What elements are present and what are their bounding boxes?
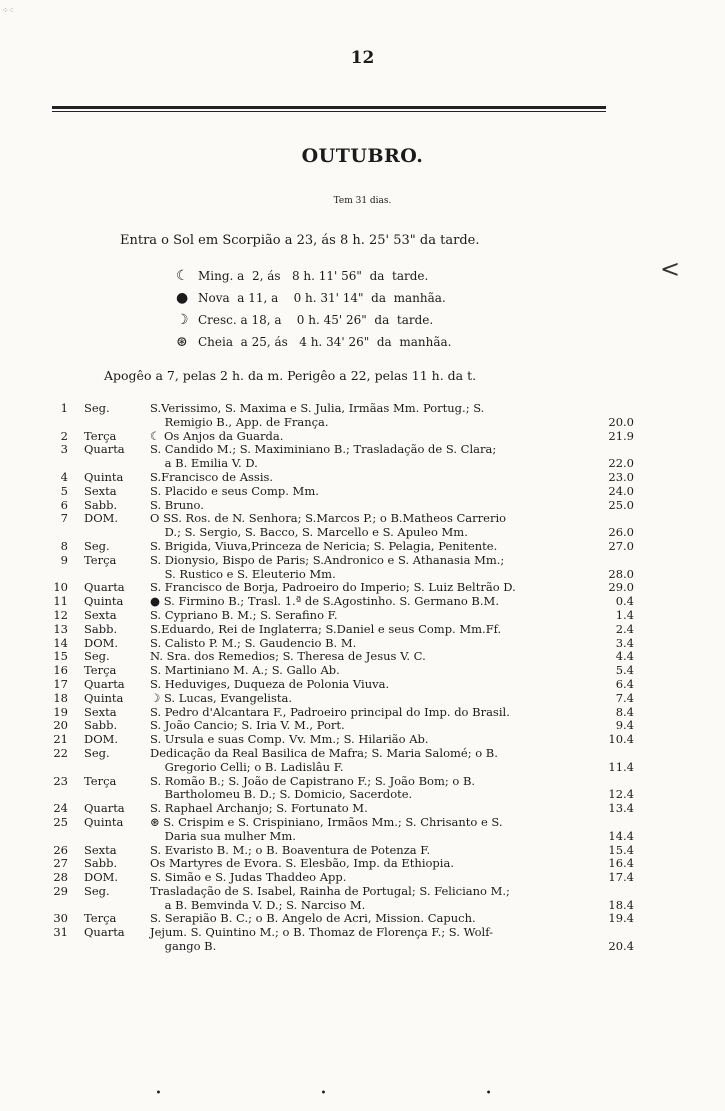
moon-phase-row	[176, 331, 451, 353]
weekday-name: Quarta	[84, 442, 125, 457]
moon-age-value: 14.4	[608, 828, 634, 843]
day-row	[0, 816, 725, 844]
moon-age-value: 27.0	[608, 538, 634, 553]
saints-text	[150, 402, 580, 430]
saints-line: S. Pedro d'Alcantara F., Padroeiro principal do Imp. do Brasil.	[150, 704, 510, 719]
weekday-name: Quarta	[84, 801, 125, 816]
weekday-name: Seg.	[84, 401, 110, 415]
saints-text	[150, 706, 580, 720]
saints-line: S.Francisco de Assis.	[150, 469, 274, 484]
weekday-name: Terça	[84, 773, 117, 788]
saints-line: S. Brigida, Viuva,Princeza de Nericia; S. Pelagia, Penitente.	[150, 538, 498, 553]
saints-text	[150, 719, 580, 733]
weekday-name: Quarta	[84, 925, 125, 940]
day-number: 14	[53, 635, 68, 650]
weekday-name: Quarta	[84, 676, 125, 691]
saints-line: Jejum. S. Quintino M.; o B. Thomaz de Florença F.; S. Wolf-	[150, 925, 493, 940]
saints-line: Dedicação da Real Basilica de Mafra; S. Maria Salomé; o B.	[150, 745, 498, 760]
saints-line: gango B.	[150, 939, 217, 954]
moon-age-value: 2.4	[615, 621, 634, 636]
saints-line: ☾ Os Anjos da Guarda.	[150, 428, 284, 443]
day-row	[0, 443, 725, 471]
day-row	[0, 926, 725, 954]
weekday-name: DOM.	[84, 732, 119, 747]
day-number: 3	[60, 442, 68, 457]
saints-text	[150, 595, 580, 609]
saints-text	[150, 637, 580, 651]
day-number: 17	[53, 676, 68, 691]
day-number: 23	[53, 773, 68, 788]
saints-line: Remigio B., App. de França.	[150, 414, 329, 429]
day-row	[0, 706, 725, 720]
saints-line: ● S. Firmino B.; Trasl. 1.ª de S.Agostinho. S. Germano B.M.	[150, 594, 499, 609]
moon-phase-row	[176, 309, 451, 331]
saints-line: S. Romão B.; S. João de Capistrano F.; S. João Bom; o B.	[150, 773, 476, 788]
weekday-name: Seg.	[84, 649, 110, 664]
full-moon-icon: ⊛	[176, 334, 188, 350]
last-quarter-moon-icon: ☾	[176, 268, 189, 284]
day-row	[0, 499, 725, 513]
day-row	[0, 402, 725, 430]
saints-line: S. João Cancio; S. Iria V. M., Port.	[150, 718, 345, 733]
moon-age-value: 9.4	[615, 718, 634, 733]
saints-line: S.Eduardo, Rei de Inglaterra; S.Daniel e seus Comp. Mm.Ff.	[150, 621, 502, 636]
moon-age-value: 20.4	[608, 939, 634, 954]
moon-age-value: 6.4	[615, 676, 634, 691]
saints-text	[150, 512, 580, 540]
saints-line: S. Calisto P. M.; S. Gaudencio B. M.	[150, 635, 357, 650]
saints-line: S. Raphael Archanjo; S. Fortunato M.	[150, 801, 368, 816]
saints-line: S. Heduviges, Duqueza de Polonia Viuva.	[150, 676, 390, 691]
day-number: 5	[60, 483, 68, 498]
saints-text	[150, 499, 580, 513]
moon-age-value: 0.4	[615, 594, 634, 609]
bottom-marks: • • •	[155, 1088, 570, 1099]
month-title: OUTUBRO.	[301, 145, 424, 167]
day-row	[0, 912, 725, 926]
day-number: 28	[53, 870, 68, 885]
day-number: 26	[53, 842, 68, 857]
saints-line: S.Verissimo, S. Maxima e S. Julia, Irmãas Mm. Portug.; S.	[150, 401, 485, 415]
day-row	[0, 719, 725, 733]
saints-line: O SS. Ros. de N. Senhora; S.Marcos P.; o B.Matheos Carrerio	[150, 511, 507, 526]
day-row	[0, 857, 725, 871]
day-number: 29	[53, 883, 68, 898]
saints-text	[150, 581, 580, 595]
saints-line: Os Martyres de Evora. S. Elesbão, Imp. da Ethiopia.	[150, 856, 454, 871]
weekday-name: Quinta	[84, 690, 124, 705]
saints-text	[150, 623, 580, 637]
saints-text	[150, 678, 580, 692]
day-row	[0, 581, 725, 595]
saints-line: S. Bruno.	[150, 497, 204, 512]
day-row	[0, 554, 725, 582]
saints-line: S. Evaristo B. M.; o B. Boaventura de Potenza F.	[150, 842, 431, 857]
day-number: 6	[60, 497, 68, 512]
weekday-name: Terça	[84, 552, 117, 567]
saints-text	[150, 485, 580, 499]
moon-age-value: 7.4	[615, 690, 634, 705]
weekday-name: Sabb.	[84, 718, 118, 733]
moon-phase-row	[176, 287, 451, 309]
saints-text	[150, 871, 580, 885]
saints-text	[150, 540, 580, 554]
apogee-perigee: Apogêo a 7, pelas 2 h. da m. Perigêo a 22, pelas 11 h. da t.	[104, 368, 477, 383]
saints-text	[150, 802, 580, 816]
weekday-name: Quarta	[84, 580, 125, 595]
saints-text	[150, 692, 580, 706]
saints-line: S. Francisco de Borja, Padroeiro do Imperio; S. Luiz Beltrão D.	[150, 580, 516, 595]
saints-line: S. Ursula e suas Comp. Vv. Mm.; S. Hilarião Ab.	[150, 732, 429, 747]
day-row	[0, 747, 725, 775]
saints-text	[150, 816, 580, 844]
day-row	[0, 650, 725, 664]
weekday-name: Sexta	[84, 704, 117, 719]
moon-age-value: 10.4	[608, 732, 634, 747]
moon-age-value: 29.0	[608, 580, 634, 595]
day-row	[0, 844, 725, 858]
header-rule	[52, 106, 606, 112]
saints-text	[150, 733, 580, 747]
day-number: 15	[53, 649, 68, 664]
day-row	[0, 664, 725, 678]
day-row	[0, 692, 725, 706]
day-number: 13	[53, 621, 68, 636]
day-row	[0, 595, 725, 609]
moon-phase-row	[176, 265, 451, 287]
day-row	[0, 609, 725, 623]
saints-text	[150, 912, 580, 926]
saints-text	[150, 609, 580, 623]
day-number: 24	[53, 801, 68, 816]
saints-line: Trasladação de S. Isabel, Rainha de Portugal; S. Feliciano M.;	[150, 883, 510, 898]
weekday-name: Terça	[84, 428, 117, 443]
day-row	[0, 775, 725, 803]
sun-entry: Entra o Sol em Scorpião a 23, ás 8 h. 25' 53" da tarde.	[120, 233, 480, 248]
saints-text	[150, 471, 580, 485]
moon-age-value: 21.9	[608, 428, 634, 443]
day-number: 19	[53, 704, 68, 719]
moon-age-value: 11.4	[608, 759, 634, 774]
moon-phase-text: Nova a 11, a 0 h. 31' 14" da manhãa.	[198, 291, 446, 305]
weekday-name: DOM.	[84, 870, 119, 885]
moon-age-value: 13.4	[608, 801, 634, 816]
page-stain: ⁘⁖	[2, 6, 14, 15]
new-moon-icon: ●	[176, 290, 189, 306]
moon-age-value: 26.0	[608, 525, 634, 540]
saints-line: S. Martiniano M. A.; S. Gallo Ab.	[150, 663, 340, 678]
day-row	[0, 678, 725, 692]
weekday-name: Sexta	[84, 842, 117, 857]
weekday-name: Sabb.	[84, 856, 118, 871]
saints-line: S. Dionysio, Bispo de Paris; S.Andronico e S. Athanasia Mm.;	[150, 552, 505, 567]
moon-age-value: 18.4	[608, 897, 634, 912]
saints-line: a B. Bemvinda V. D.; S. Narciso M.	[150, 897, 366, 912]
day-number: 2	[60, 428, 68, 443]
weekday-name: Terça	[84, 663, 117, 678]
saints-line: S. Cypriano B. M.; S. Serafino F.	[150, 607, 338, 622]
moon-age-value: 1.4	[615, 607, 634, 622]
moon-phase-text: Cheia a 25, ás 4 h. 34' 26" da manhãa.	[198, 335, 452, 349]
moon-phase-text: Ming. a 2, ás 8 h. 11' 56" da tarde.	[198, 269, 429, 283]
saints-text	[150, 885, 580, 913]
moon-phases	[176, 265, 451, 353]
weekday-name: Quinta	[84, 814, 124, 829]
saints-line: S. Candido M.; S. Maximiniano B.; Trasladação de S. Clara;	[150, 442, 497, 457]
day-number: 9	[60, 552, 68, 567]
moon-age-value: 25.0	[608, 497, 634, 512]
day-number: 25	[53, 814, 68, 829]
day-row	[0, 623, 725, 637]
day-number: 30	[53, 911, 68, 926]
saints-text	[150, 747, 580, 775]
moon-age-value: 17.4	[608, 870, 634, 885]
day-number: 4	[60, 469, 68, 484]
weekday-name: Sabb.	[84, 621, 118, 636]
saints-text	[150, 775, 580, 803]
weekday-name: Quinta	[84, 594, 124, 609]
saints-line: D.; S. Sergio, S. Bacco, S. Marcello e S. Apuleo Mm.	[150, 525, 468, 540]
day-row	[0, 885, 725, 913]
saints-text	[150, 443, 580, 471]
saints-text	[150, 926, 580, 954]
day-row	[0, 485, 725, 499]
day-row	[0, 871, 725, 885]
saints-text	[150, 554, 580, 582]
weekday-name: Sexta	[84, 607, 117, 622]
moon-age-value: 24.0	[608, 483, 634, 498]
day-row	[0, 471, 725, 485]
day-row	[0, 733, 725, 747]
weekday-name: Seg.	[84, 538, 110, 553]
first-quarter-moon-icon: ☽	[176, 312, 189, 328]
saints-text	[150, 844, 580, 858]
day-row	[0, 430, 725, 444]
saints-text	[150, 650, 580, 664]
saints-line: ⊛ S. Crispim e S. Crispiniano, Irmãos Mm.; S. Chrisanto e S.	[150, 814, 503, 829]
weekday-name: Terça	[84, 911, 117, 926]
saints-text	[150, 430, 580, 444]
day-number: 31	[53, 925, 68, 940]
saints-line: S. Serapião B. C.; o B. Angelo de Acri, Mission. Capuch.	[150, 911, 476, 926]
day-number: 10	[53, 580, 68, 595]
weekday-name: Seg.	[84, 883, 110, 898]
saints-line: Gregorio Celli; o B. Ladislâu F.	[150, 759, 344, 774]
moon-age-value: 22.0	[608, 456, 634, 471]
day-number: 11	[53, 594, 68, 609]
moon-age-value: 16.4	[608, 856, 634, 871]
page-number: 12	[350, 48, 375, 68]
day-number: 8	[60, 538, 68, 553]
saints-line: S. Simão e S. Judas Thaddeo App.	[150, 870, 347, 885]
saints-text	[150, 664, 580, 678]
saints-text	[150, 857, 580, 871]
day-number: 20	[53, 718, 68, 733]
day-number: 21	[53, 732, 68, 747]
moon-age-value: 12.4	[608, 787, 634, 802]
moon-phase-text: Cresc. a 18, a 0 h. 45' 26" da tarde.	[198, 313, 434, 327]
day-number: 18	[53, 690, 68, 705]
calendar-table	[0, 402, 725, 954]
moon-age-value: 3.4	[615, 635, 634, 650]
day-row	[0, 512, 725, 540]
weekday-name: Quinta	[84, 469, 124, 484]
saints-line: Daria sua mulher Mm.	[150, 828, 296, 843]
moon-age-value: 8.4	[615, 704, 634, 719]
saints-line: Bartholomeu B. D.; S. Domicio, Sacerdote.	[150, 787, 413, 802]
saints-line: S. Rustico e S. Eleuterio Mm.	[150, 566, 336, 581]
weekday-name: Sabb.	[84, 497, 118, 512]
moon-age-value: 23.0	[608, 469, 634, 484]
day-number: 16	[53, 663, 68, 678]
day-row	[0, 802, 725, 816]
weekday-name: Seg.	[84, 745, 110, 760]
saints-line: N. Sra. dos Remedios; S. Theresa de Jesus V. C.	[150, 649, 426, 664]
day-number: 27	[53, 856, 68, 871]
moon-age-value: 4.4	[615, 649, 634, 664]
day-row	[0, 637, 725, 651]
saints-line: S. Placido e seus Comp. Mm.	[150, 483, 319, 498]
moon-age-value: 28.0	[608, 566, 634, 581]
moon-age-value: 5.4	[615, 663, 634, 678]
saints-line: ☽ S. Lucas, Evangelista.	[150, 690, 293, 705]
day-number: 22	[53, 745, 68, 760]
day-number: 12	[53, 607, 68, 622]
weekday-name: DOM.	[84, 635, 119, 650]
day-number: 7	[60, 511, 68, 526]
moon-age-value: 19.4	[608, 911, 634, 926]
days-count: Tem 31 dias.	[333, 196, 392, 206]
moon-age-value: 15.4	[608, 842, 634, 857]
margin-pencil-mark: <	[660, 255, 681, 283]
weekday-name: Sexta	[84, 483, 117, 498]
saints-line: a B. Emilia V. D.	[150, 456, 258, 471]
day-number: 1	[60, 401, 68, 415]
moon-age-value: 20.0	[608, 414, 634, 429]
day-row	[0, 540, 725, 554]
weekday-name: DOM.	[84, 511, 119, 526]
